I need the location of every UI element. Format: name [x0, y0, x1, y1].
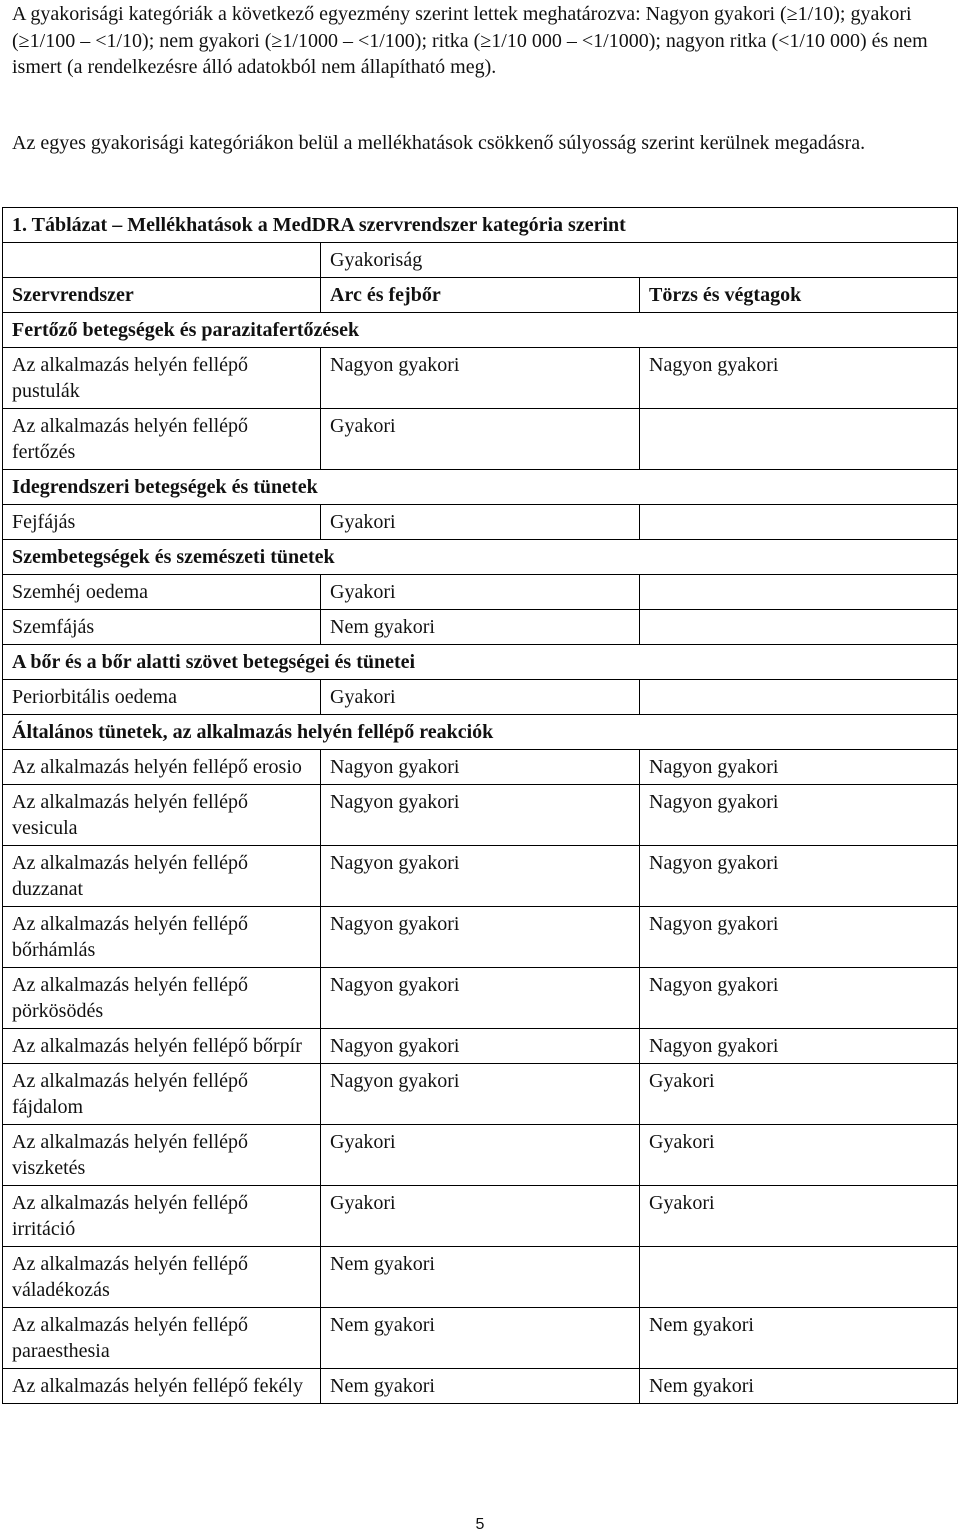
reaction-term-cell: Az alkalmazás helyén fellépő fekély [3, 1369, 321, 1404]
frequency-header-empty-cell [3, 243, 321, 278]
section-title: Idegrendszeri betegségek és tünetek [3, 470, 958, 505]
trunk-frequency-cell: Gyakori [640, 1125, 958, 1186]
table-row [3, 1247, 958, 1308]
face-frequency-cell: Nagyon gyakori [321, 907, 640, 968]
page-number: 5 [475, 1516, 485, 1533]
face-frequency-cell: Gyakori [321, 409, 640, 470]
section-header-row [3, 645, 958, 680]
intro-paragraph-ordering-note: Az egyes gyakorisági kategóriákon belül a mellékhatások csökkenő súlyosság szerint kerülnek megadásra. [12, 132, 866, 154]
reaction-term-cell: Az alkalmazás helyén fellépő bőrhámlás [3, 907, 321, 968]
table-row [3, 575, 958, 610]
column-header-system: Szervrendszer [3, 278, 321, 313]
column-header-row [3, 278, 958, 313]
trunk-frequency-cell: Nagyon gyakori [640, 785, 958, 846]
trunk-frequency-cell [640, 409, 958, 470]
adverse-reactions-table [2, 207, 958, 1404]
table-row [3, 409, 958, 470]
face-frequency-cell: Nem gyakori [321, 610, 640, 645]
face-frequency-cell: Gyakori [321, 1186, 640, 1247]
table-row [3, 1029, 958, 1064]
reaction-term-cell: Szemfájás [3, 610, 321, 645]
frequency-header: Gyakoriság [321, 243, 958, 278]
face-frequency-cell: Nem gyakori [321, 1308, 640, 1369]
reaction-term-cell: Az alkalmazás helyén fellépő erosio [3, 750, 321, 785]
reaction-term-cell: Az alkalmazás helyén fellépő fájdalom [3, 1064, 321, 1125]
trunk-frequency-cell: Nagyon gyakori [640, 750, 958, 785]
section-header-row [3, 470, 958, 505]
face-frequency-cell: Nem gyakori [321, 1247, 640, 1308]
section-title: Általános tünetek, az alkalmazás helyén fellépő reakciók [3, 715, 958, 750]
table-row [3, 1125, 958, 1186]
section-title: A bőr és a bőr alatti szövet betegségei és tünetei [3, 645, 958, 680]
trunk-frequency-cell: Gyakori [640, 1064, 958, 1125]
table-row [3, 968, 958, 1029]
face-frequency-cell: Nagyon gyakori [321, 348, 640, 409]
face-frequency-cell: Nagyon gyakori [321, 1064, 640, 1125]
table-row [3, 1064, 958, 1125]
adverse-reactions-table-body [3, 208, 958, 1404]
table-row [3, 750, 958, 785]
reaction-term-cell: Az alkalmazás helyén fellépő pustulák [3, 348, 321, 409]
table-row [3, 846, 958, 907]
face-frequency-cell: Gyakori [321, 505, 640, 540]
table-caption-row [3, 208, 958, 243]
trunk-frequency-cell [640, 610, 958, 645]
reaction-term-cell: Fejfájás [3, 505, 321, 540]
face-frequency-cell: Gyakori [321, 680, 640, 715]
trunk-frequency-cell: Gyakori [640, 1186, 958, 1247]
trunk-frequency-cell [640, 505, 958, 540]
face-frequency-cell: Nagyon gyakori [321, 1029, 640, 1064]
face-frequency-cell: Nagyon gyakori [321, 785, 640, 846]
face-frequency-cell: Gyakori [321, 575, 640, 610]
section-header-row [3, 313, 958, 348]
reaction-term-cell: Az alkalmazás helyén fellépő pörkösödés [3, 968, 321, 1029]
reaction-term-cell: Az alkalmazás helyén fellépő viszketés [3, 1125, 321, 1186]
table-row [3, 907, 958, 968]
trunk-frequency-cell: Nagyon gyakori [640, 348, 958, 409]
table-row [3, 610, 958, 645]
trunk-frequency-cell: Nem gyakori [640, 1369, 958, 1404]
section-header-row [3, 715, 958, 750]
reaction-term-cell: Az alkalmazás helyén fellépő duzzanat [3, 846, 321, 907]
table-row [3, 680, 958, 715]
table-row [3, 505, 958, 540]
reaction-term-cell: Az alkalmazás helyén fellépő fertőzés [3, 409, 321, 470]
reaction-term-cell: Az alkalmazás helyén fellépő váladékozás [3, 1247, 321, 1308]
frequency-header-row [3, 243, 958, 278]
trunk-frequency-cell [640, 575, 958, 610]
section-header-row [3, 540, 958, 575]
column-header-face: Arc és fejbőr [321, 278, 640, 313]
table-row [3, 785, 958, 846]
trunk-frequency-cell: Nagyon gyakori [640, 1029, 958, 1064]
trunk-frequency-cell: Nagyon gyakori [640, 846, 958, 907]
face-frequency-cell: Nagyon gyakori [321, 750, 640, 785]
face-frequency-cell: Gyakori [321, 1125, 640, 1186]
table-row [3, 348, 958, 409]
section-title: Fertőző betegségek és parazitafertőzések [3, 313, 958, 348]
face-frequency-cell: Nem gyakori [321, 1369, 640, 1404]
reaction-term-cell: Az alkalmazás helyén fellépő irritáció [3, 1186, 321, 1247]
face-frequency-cell: Nagyon gyakori [321, 846, 640, 907]
reaction-term-cell: Az alkalmazás helyén fellépő vesicula [3, 785, 321, 846]
reaction-term-cell: Az alkalmazás helyén fellépő paraesthesia [3, 1308, 321, 1369]
intro-paragraph-frequency-definitions: A gyakorisági kategóriák a következő egyezmény szerint lettek meghatározva: Nagyon gyakori (≥1/10); gyakori (≥1/100 – <1/10); nem gyakori (≥1/1000 – <1/100); ritka (≥1/10 000 – <1/1000); nagyon ritka (<1/10 000) és nem ismert (a rendelkezésre álló adatokból nem állapítható meg). [12, 3, 928, 78]
trunk-frequency-cell: Nagyon gyakori [640, 968, 958, 1029]
table-row [3, 1308, 958, 1369]
trunk-frequency-cell [640, 680, 958, 715]
section-title: Szembetegségek és szemészeti tünetek [3, 540, 958, 575]
table-row [3, 1369, 958, 1404]
trunk-frequency-cell: Nagyon gyakori [640, 907, 958, 968]
reaction-term-cell: Periorbitális oedema [3, 680, 321, 715]
trunk-frequency-cell: Nem gyakori [640, 1308, 958, 1369]
reaction-term-cell: Szemhéj oedema [3, 575, 321, 610]
table-caption: 1. Táblázat – Mellékhatások a MedDRA szervrendszer kategória szerint [3, 208, 958, 243]
trunk-frequency-cell [640, 1247, 958, 1308]
table-row [3, 1186, 958, 1247]
reaction-term-cell: Az alkalmazás helyén fellépő bőrpír [3, 1029, 321, 1064]
face-frequency-cell: Nagyon gyakori [321, 968, 640, 1029]
column-header-trunk: Törzs és végtagok [640, 278, 958, 313]
